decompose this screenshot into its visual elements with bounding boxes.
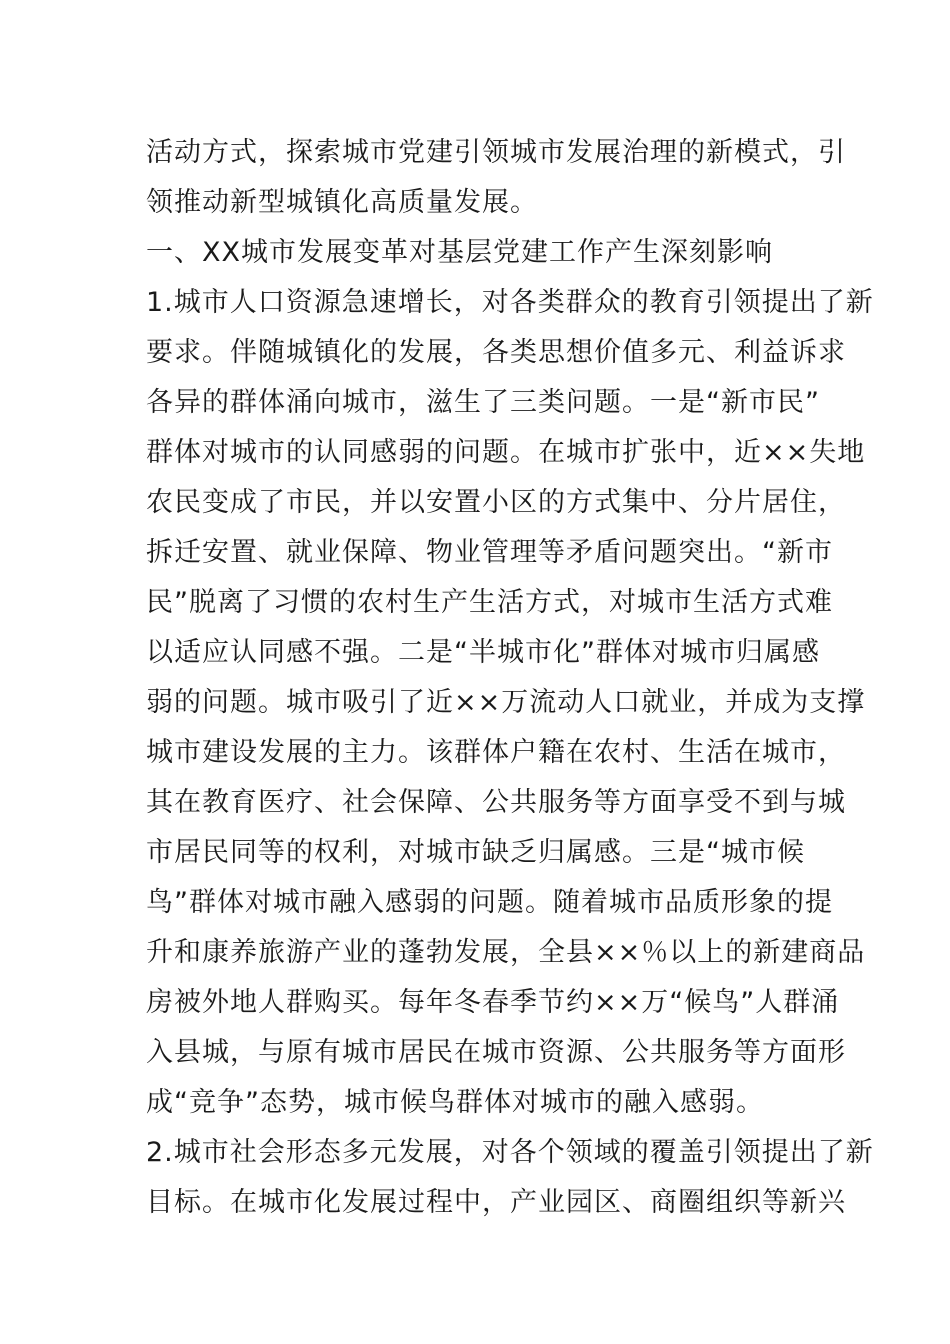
text-line: 农民变成了市民，并以安置小区的方式集中、分片居住， (146, 487, 846, 518)
text-line: 以适应认同感不强。二是“半城市化”群体对城市归属感 (146, 637, 820, 668)
text-line: 群体对城市的认同感弱的问题。在城市扩张中，近××失地 (146, 437, 866, 468)
text-line: 升和康养旅游产业的蓬勃发展，全县××％以上的新建商品 (146, 937, 866, 968)
text-line: 拆迁安置、就业保障、物业管理等矛盾问题突出。“新市 (146, 537, 833, 568)
text-line: 成“竞争”态势，城市候鸟群体对城市的融入感弱。 (146, 1087, 764, 1118)
text-line: 鸟”群体对城市融入感弱的问题。随着城市品质形象的提 (146, 887, 833, 918)
section-heading: 一、XX城市发展变革对基层党建工作产生深刻影响 (146, 237, 773, 268)
text-line: 活动方式，探索城市党建引领城市发展治理的新模式，引 (146, 137, 846, 168)
text-line: 要求。伴随城镇化的发展，各类思想价值多元、利益诉求 (146, 337, 846, 368)
text-line: 入县城，与原有城市居民在城市资源、公共服务等方面形 (146, 1037, 846, 1068)
text-line: 目标。在城市化发展过程中，产业园区、商圈组织等新兴 (146, 1187, 846, 1218)
text-line: 领推动新型城镇化高质量发展。 (146, 187, 538, 218)
text-line: 1.城市人口资源急速增长，对各类群众的教育引领提出了新 (146, 287, 874, 318)
text-line: 民”脱离了习惯的农村生产生活方式，对城市生活方式难 (146, 587, 833, 618)
text-line: 2.城市社会形态多元发展，对各个领域的覆盖引领提出了新 (146, 1137, 874, 1168)
text-line: 城市建设发展的主力。该群体户籍在农村、生活在城市， (146, 737, 846, 768)
text-line: 房被外地人群购买。每年冬春季节约××万“候鸟”人群涌 (146, 987, 840, 1018)
text-line: 各异的群体涌向城市，滋生了三类问题。一是“新市民” (146, 387, 820, 418)
body-text (146, 128, 874, 1228)
text-line: 市居民同等的权利，对城市缺乏归属感。三是“城市候 (146, 837, 805, 868)
text-line: 弱的问题。城市吸引了近××万流动人口就业，并成为支撑 (146, 687, 866, 718)
text-line: 其在教育医疗、社会保障、公共服务等方面享受不到与城 (146, 787, 846, 818)
